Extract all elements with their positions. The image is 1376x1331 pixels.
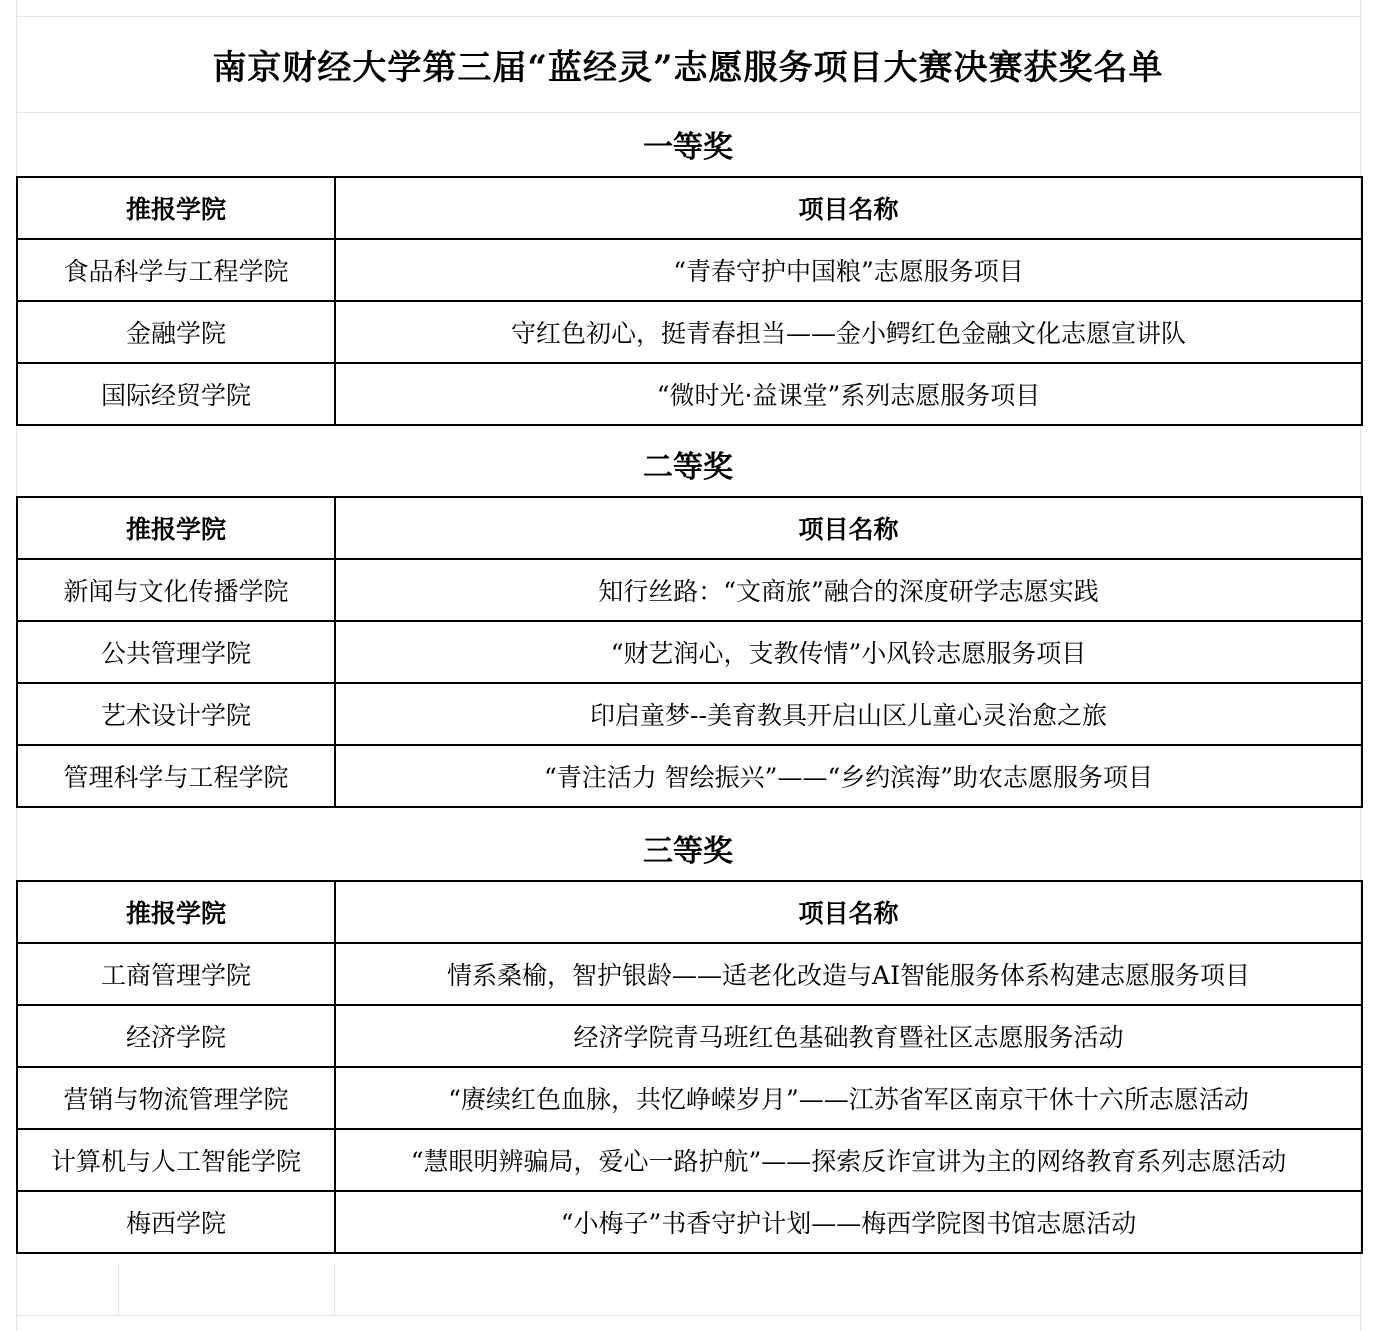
table-row (17, 1005, 1362, 1067)
column-header-project: 项目名称 (335, 497, 1362, 559)
section-heading-third-prize: 三等奖 (643, 834, 733, 869)
second-prize-table (16, 496, 1363, 808)
table-header-row (17, 497, 1362, 559)
table-row (17, 559, 1362, 621)
project-cell: 经济学院青马班红色基础教育暨社区志愿服务活动 (335, 1005, 1362, 1067)
third-prize-table (16, 880, 1363, 1254)
table-header-row (17, 881, 1362, 943)
table-row (17, 363, 1362, 425)
project-cell: 印启童梦--美育教具开启山区儿童心灵治愈之旅 (335, 683, 1362, 745)
college-cell: 公共管理学院 (17, 621, 335, 683)
table-header-row (17, 177, 1362, 239)
project-cell: “慧眼明辨骗局，爱心一路护航”——探索反诈宣讲为主的网络教育系列志愿活动 (335, 1129, 1362, 1191)
table-row (17, 683, 1362, 745)
project-cell: 守红色初心，挺青春担当——金小鳄红色金融文化志愿宣讲队 (335, 301, 1362, 363)
first-prize-table (16, 176, 1363, 426)
college-cell: 金融学院 (17, 301, 335, 363)
college-cell: 艺术设计学院 (17, 683, 335, 745)
project-cell: “青注活力 智绘振兴”——“乡约滨海”助农志愿服务项目 (335, 745, 1362, 807)
table-row (17, 745, 1362, 807)
table-row (17, 1067, 1362, 1129)
project-cell: “青春守护中国粮”志愿服务项目 (335, 239, 1362, 301)
project-cell: “微时光·益课堂”系列志愿服务项目 (335, 363, 1362, 425)
table-row (17, 301, 1362, 363)
project-cell: 知行丝路：“文商旅”融合的深度研学志愿实践 (335, 559, 1362, 621)
college-cell: 经济学院 (17, 1005, 335, 1067)
project-cell: “财艺润心，支教传情”小风铃志愿服务项目 (335, 621, 1362, 683)
grid-line (118, 1264, 119, 1316)
project-cell: “小梅子”书香守护计划——梅西学院图书馆志愿活动 (335, 1191, 1362, 1253)
column-header-project: 项目名称 (335, 177, 1362, 239)
column-header-college: 推报学院 (17, 497, 335, 559)
section-heading-first-prize: 一等奖 (643, 130, 733, 165)
section-heading-second-prize: 二等奖 (643, 450, 733, 485)
college-cell: 管理科学与工程学院 (17, 745, 335, 807)
project-cell: 情系桑榆，智护银龄——适老化改造与AI智能服务体系构建志愿服务项目 (335, 943, 1362, 1005)
college-cell: 食品科学与工程学院 (17, 239, 335, 301)
college-cell: 新闻与文化传播学院 (17, 559, 335, 621)
grid-line (334, 1264, 335, 1316)
table-row (17, 1191, 1362, 1253)
college-cell: 工商管理学院 (17, 943, 335, 1005)
college-cell: 国际经贸学院 (17, 363, 335, 425)
college-cell: 计算机与人工智能学院 (17, 1129, 335, 1191)
column-header-project: 项目名称 (335, 881, 1362, 943)
table-row (17, 943, 1362, 1005)
grid-line (16, 1315, 1360, 1316)
column-header-college: 推报学院 (17, 881, 335, 943)
project-cell: “赓续红色血脉，共忆峥嵘岁月”——江苏省军区南京干休十六所志愿活动 (335, 1067, 1362, 1129)
column-header-college: 推报学院 (17, 177, 335, 239)
table-row (17, 239, 1362, 301)
college-cell: 梅西学院 (17, 1191, 335, 1253)
college-cell: 营销与物流管理学院 (17, 1067, 335, 1129)
page-title: 南京财经大学第三届“蓝经灵”志愿服务项目大赛决赛获奖名单 (212, 47, 1164, 88)
table-row (17, 621, 1362, 683)
table-row (17, 1129, 1362, 1191)
